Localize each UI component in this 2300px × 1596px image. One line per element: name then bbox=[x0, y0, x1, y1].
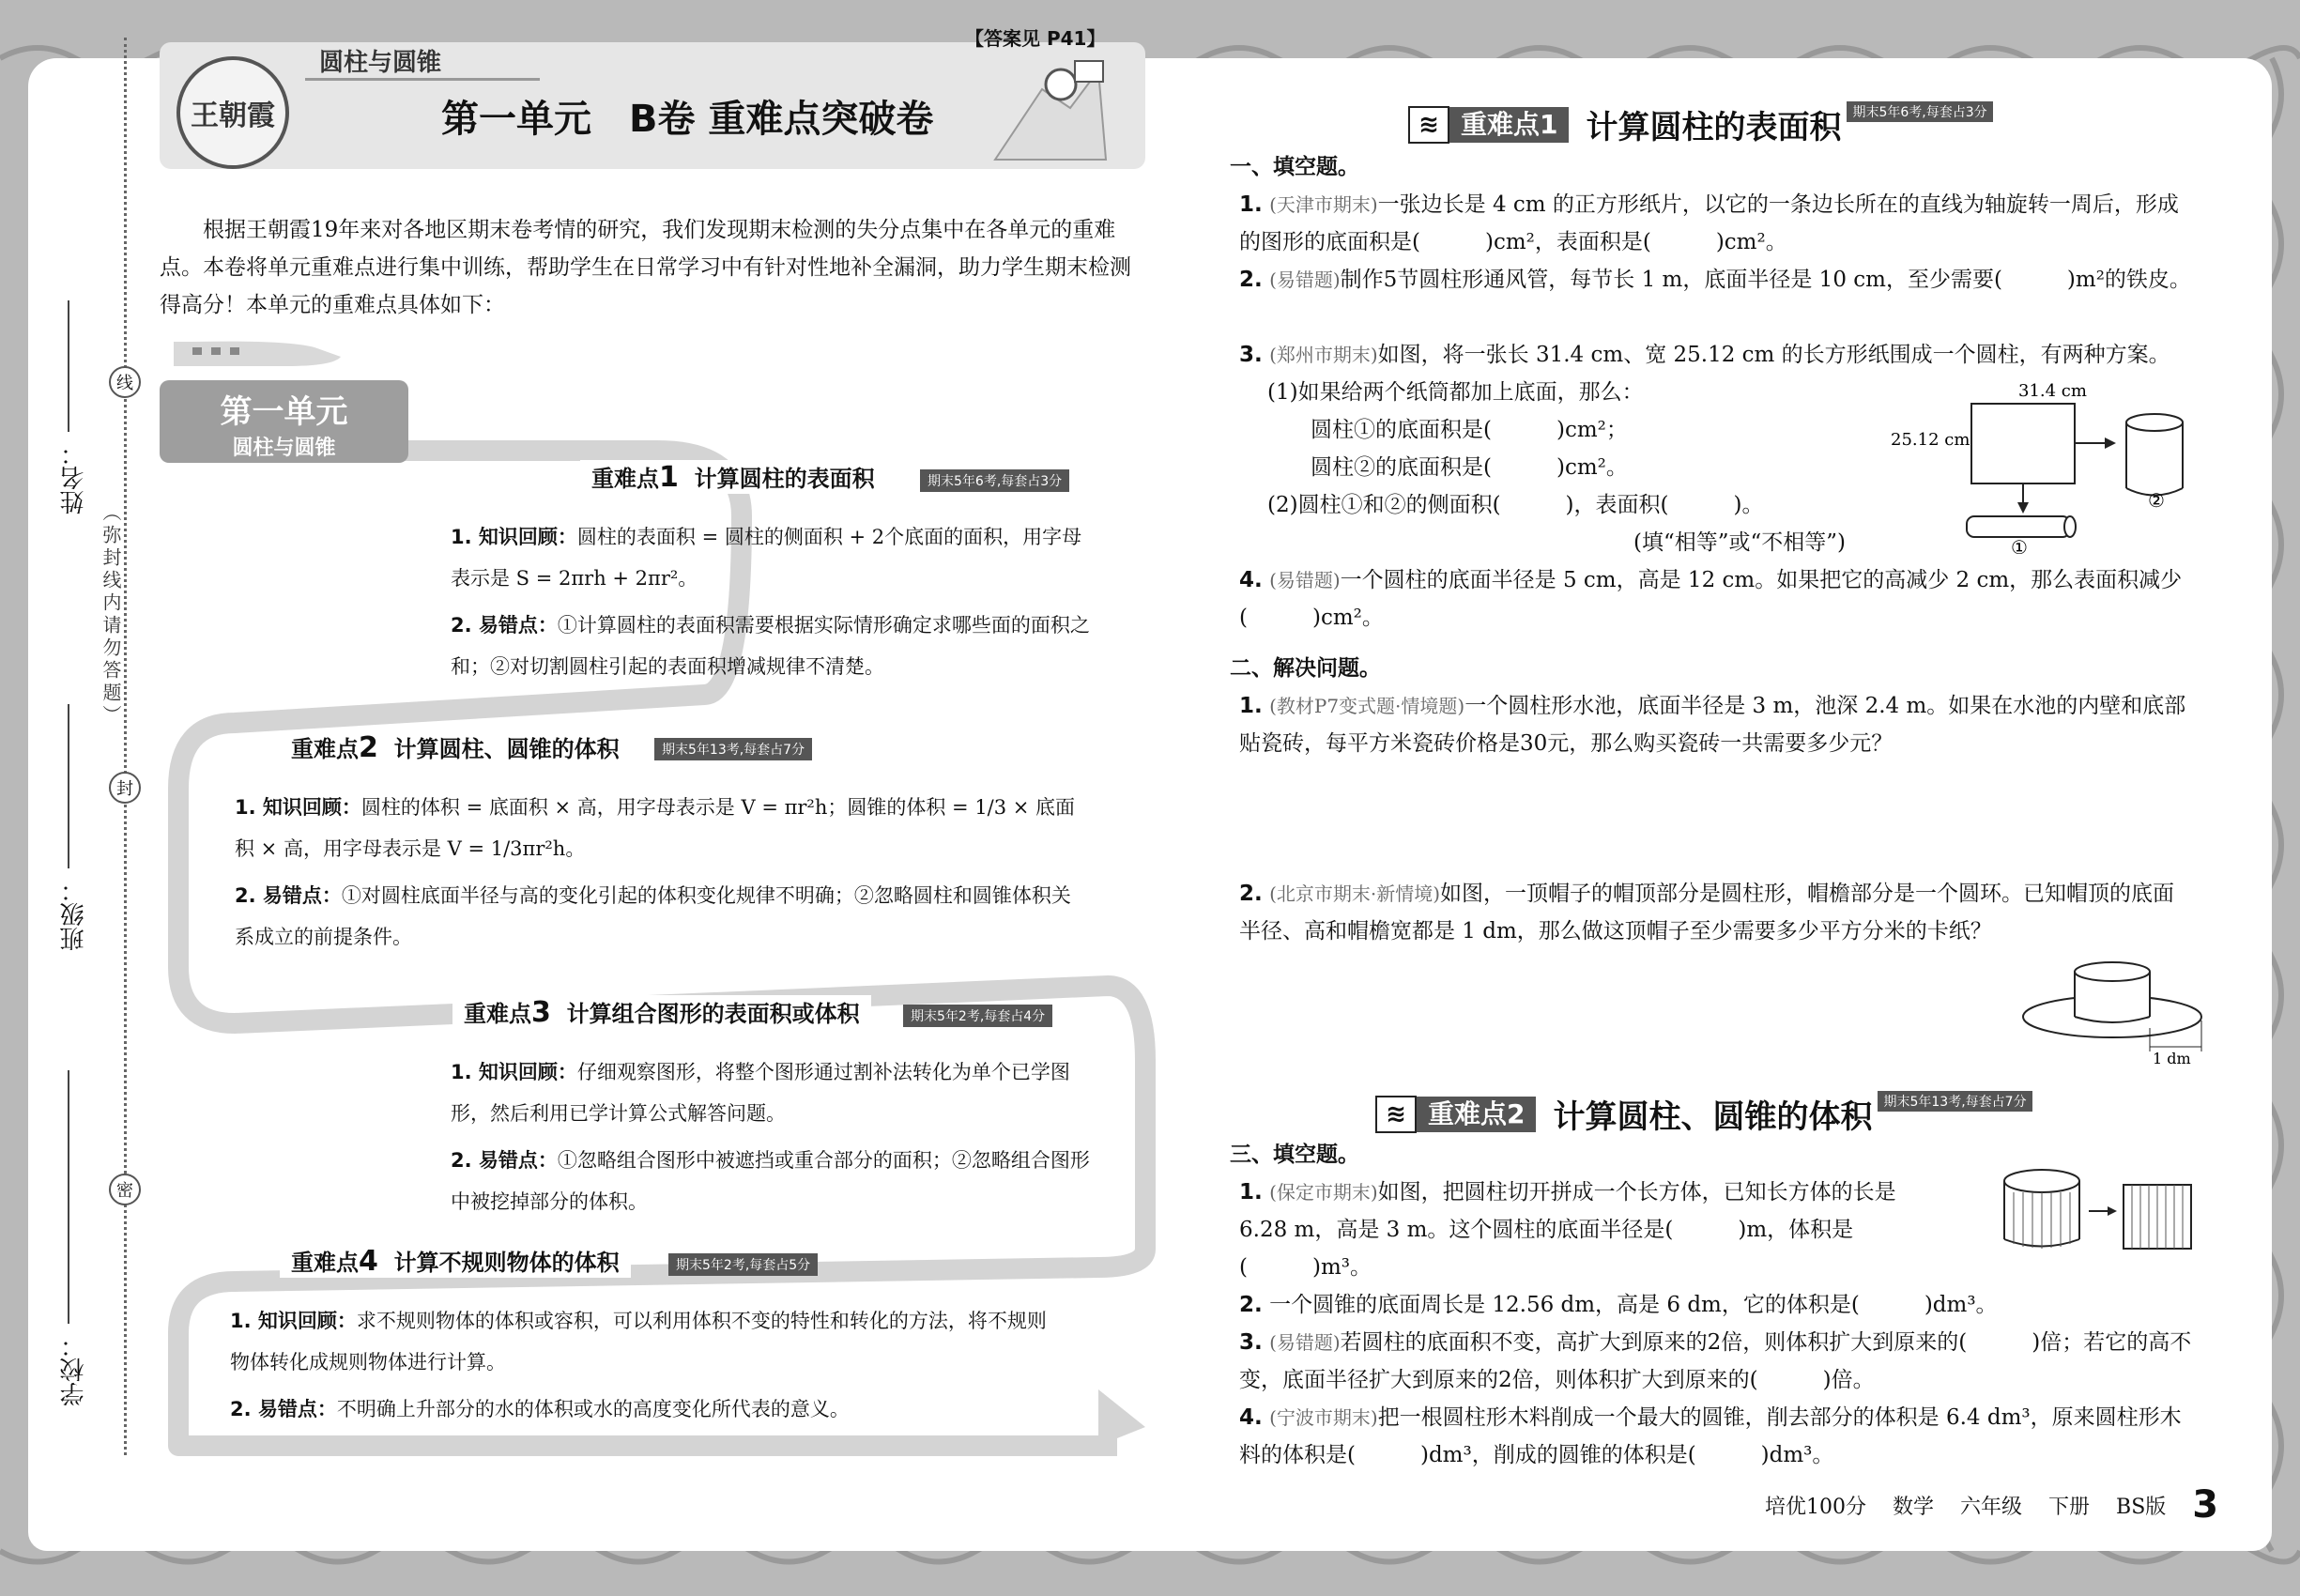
train-icon bbox=[174, 329, 343, 374]
q2-2-num: 2. bbox=[1239, 882, 1263, 906]
section-1-title: 计算圆柱的表面积 bbox=[1586, 109, 1842, 146]
question-1-3-parts bbox=[1267, 374, 1868, 561]
question-2-1 bbox=[1239, 687, 2192, 762]
q3-4-num: 4. bbox=[1239, 1405, 1263, 1430]
q1-3-source: (郑州市期末) bbox=[1269, 344, 1378, 366]
question-1-2 bbox=[1239, 261, 2192, 299]
q3-4-source: (宁波市期末) bbox=[1269, 1406, 1378, 1429]
q3-1-num: 1. bbox=[1239, 1180, 1263, 1205]
wave-icon: ≋ bbox=[1408, 106, 1449, 144]
question-1-1 bbox=[1239, 186, 2192, 261]
q3-1-text: 如图，把圆柱切开拼成一个长方体，已知长方体的长是 6.28 m，高是 3 m。这个圆柱的底面半径是( )m，体积是( )m³。 bbox=[1239, 1180, 1896, 1280]
question-3-4 bbox=[1239, 1399, 2192, 1474]
binding-mark-mi: 密 bbox=[109, 1174, 141, 1205]
q1-4-source: (易错题) bbox=[1269, 569, 1341, 591]
q2-1-text: 一个圆柱形水池，底面半径是 3 m，池深 2.4 m。如果在水池的内壁和底部贴瓷砖，每平方米瓷砖价格是30元，那么购买瓷砖一共需要多少元？ bbox=[1239, 694, 2186, 756]
q3-3-text: 若圆柱的底面积不变，高扩大到原来的2倍，则体积扩大到原来的( )倍；若它的高不变，底面半径扩大到原来的2倍，则体积扩大到原来的( )倍。 bbox=[1239, 1330, 2192, 1392]
q2-1-num: 1. bbox=[1239, 694, 1263, 718]
question-2-2 bbox=[1239, 875, 2192, 950]
footer-book: 培优100分 bbox=[1765, 1495, 1866, 1519]
section-header-2 bbox=[1375, 1091, 2032, 1137]
kp3-item2-head: 2. 易错点： bbox=[451, 1149, 558, 1172]
section-2-label: 重难点2 bbox=[1417, 1097, 1536, 1132]
kp1-item1-head: 1. 知识回顾： bbox=[451, 526, 577, 548]
kp1-item2-text: ①计算圆柱的表面积需要根据实际情形确定求哪些面的面积之和；②对切割圆柱引起的表面积增减规律不清楚。 bbox=[451, 614, 1090, 678]
mascot-illustration bbox=[986, 52, 1108, 164]
kp4-item1-head: 1. 知识回顾： bbox=[230, 1310, 357, 1332]
fig-height-label: 25.12 cm bbox=[1891, 430, 1970, 450]
q3-3-source: (易错题) bbox=[1269, 1331, 1341, 1354]
footer-subject: 数学 bbox=[1893, 1495, 1935, 1519]
footer-edition: BS版 bbox=[2116, 1495, 2167, 1519]
kp3-num: 3 bbox=[531, 996, 551, 1029]
kp1-title-text: 计算圆柱的表面积 bbox=[694, 466, 875, 492]
binding-mark-xian: 线 bbox=[109, 366, 141, 398]
binding-mark-feng: 封 bbox=[109, 772, 141, 804]
kp2-num: 2 bbox=[359, 731, 378, 764]
page-footer bbox=[1765, 1483, 2218, 1527]
unit-badge bbox=[160, 380, 408, 463]
kp3-label: 重难点 bbox=[464, 1001, 531, 1027]
footer-term: 下册 bbox=[2048, 1495, 2091, 1519]
cylinder-to-cuboid-figure bbox=[2000, 1164, 2197, 1258]
part-3-heading: 三、填空题。 bbox=[1230, 1143, 1359, 1167]
kp4-body bbox=[230, 1300, 1066, 1430]
page-number: 3 bbox=[2192, 1483, 2219, 1527]
kp2-item1-text: 圆柱的体积 = 底面积 × 高，用字母表示是 V = πr²h；圆锥的体积 = 1/3 × 底面积 × 高，用字母表示是 V = 1/3πr²h。 bbox=[235, 796, 1076, 860]
name-field[interactable] bbox=[68, 300, 69, 432]
q1-2-source: (易错题) bbox=[1269, 269, 1341, 291]
q1-3-text: 如图，将一张长 31.4 cm、宽 25.12 cm 的长方形纸围成一个圆柱，有两种方案。 bbox=[1377, 343, 2170, 367]
q1-1-text: 一张边长是 4 cm 的正方形纸片，以它的一条边长所在的直线为轴旋转一周后，形成的图形的底面积是( )cm²，表面积是( )cm²。 bbox=[1239, 192, 2179, 254]
kp4-num: 4 bbox=[359, 1245, 378, 1278]
answer-reference: 【答案见 P41】 bbox=[965, 27, 1106, 50]
fig-width-label: 31.4 cm bbox=[2018, 381, 2087, 401]
intro-paragraph: 根据王朝霞19年来对各地区期末卷考情的研究，我们发现期末检测的失分点集中在各单元的重难点。本卷将单元重难点进行集中训练，帮助学生在日常学习中有针对性地补全漏洞，助力学生期末检测得高分！本单元的重难点具体如下： bbox=[160, 218, 1131, 317]
question-3-2 bbox=[1239, 1286, 2192, 1324]
q2-1-source: (教材P7变式题·情境题) bbox=[1269, 695, 1465, 717]
header-unit-tab: 圆柱与圆锥 bbox=[305, 43, 540, 81]
kp3-item2-text: ①忽略组合图形中被遮挡或重合部分的面积；②忽略组合图形中被挖掉部分的体积。 bbox=[451, 1149, 1090, 1213]
binding-note: （弥封线内请勿答题） bbox=[100, 502, 122, 728]
q1-3-num: 3. bbox=[1239, 343, 1263, 367]
kp1-num: 1 bbox=[659, 461, 679, 494]
q1-3-hint: (填“相等”或“不相等”) bbox=[1633, 530, 1846, 555]
school-field[interactable] bbox=[68, 1070, 69, 1324]
hat-brim-label: 1 dm bbox=[2153, 1050, 2191, 1066]
kp4-title bbox=[280, 1244, 631, 1278]
q1-3-a: 圆柱①的底面积是( )cm²； bbox=[1311, 418, 1628, 442]
q3-3-num: 3. bbox=[1239, 1330, 1263, 1355]
kp3-item1-text: 仔细观察图形，将整个图形通过割补法转化为单个已学图形，然后利用已学计算公式解答问题。 bbox=[451, 1061, 1070, 1125]
brand-logo: 王朝霞 bbox=[176, 56, 289, 169]
question-1-3 bbox=[1239, 336, 2192, 374]
q1-3-b: 圆柱②的底面积是( )cm²。 bbox=[1311, 455, 1628, 480]
q1-1-source: (天津市期末) bbox=[1269, 193, 1378, 216]
unit-badge-subtitle: 圆柱与圆锥 bbox=[232, 437, 336, 460]
hat-figure bbox=[2018, 953, 2206, 1066]
kp3-tag: 期末5年2考,每套占4分 bbox=[903, 1005, 1052, 1027]
kp4-tag: 期末5年2考,每套占5分 bbox=[668, 1253, 818, 1276]
footer-grade: 六年级 bbox=[1960, 1495, 2023, 1519]
question-3-1 bbox=[1239, 1174, 1924, 1286]
question-1-4 bbox=[1239, 561, 2192, 637]
kp2-item2-head: 2. 易错点： bbox=[235, 884, 342, 907]
kp2-tag: 期末5年13考,每套占7分 bbox=[654, 738, 812, 760]
section-1-tag: 期末5年6考,每套占3分 bbox=[1847, 101, 1992, 122]
wave-icon: ≋ bbox=[1375, 1096, 1417, 1133]
q1-1-num: 1. bbox=[1239, 192, 1263, 217]
page-title: 第一单元 B卷 重难点突破卷 bbox=[441, 98, 934, 141]
school-label: 学校： bbox=[60, 1333, 88, 1406]
kp4-item1-text: 求不规则物体的体积或容积，可以利用体积不变的特性和转化的方法，将不规则物体转化成规则物体进行计算。 bbox=[230, 1310, 1047, 1373]
section-2-tag: 期末5年13考,每套占7分 bbox=[1878, 1091, 2032, 1112]
kp2-body bbox=[235, 787, 1080, 958]
name-label: 姓名： bbox=[60, 441, 88, 514]
kp2-label: 重难点 bbox=[291, 736, 359, 762]
kp3-item1-head: 1. 知识回顾： bbox=[451, 1061, 577, 1083]
kp3-title bbox=[452, 995, 871, 1029]
part-2-heading: 二、解决问题。 bbox=[1230, 656, 1381, 681]
kp2-item2-text: ①对圆柱底面半径与高的变化引起的体积变化规律不明确；②忽略圆柱和圆锥体积关系成立的前提条件。 bbox=[235, 884, 1071, 948]
fig-cylinder-1-label: ① bbox=[2011, 536, 2028, 554]
kp1-title bbox=[580, 460, 886, 494]
section-2-title: 计算圆柱、圆锥的体积 bbox=[1553, 1098, 1873, 1136]
kp3-body bbox=[451, 1051, 1098, 1222]
kp4-item2-head: 2. 易错点： bbox=[230, 1398, 337, 1420]
q3-4-text: 把一根圆柱形木料削成一个最大的圆锥，削去部分的体积是 6.4 dm³，原来圆柱形木料的体积是( )dm³，削成的圆锥的体积是( )dm³。 bbox=[1239, 1405, 2182, 1467]
fig-cylinder-2-label: ② bbox=[2148, 489, 2165, 512]
q3-2-num: 2. bbox=[1239, 1293, 1263, 1317]
q2-2-text: 如图，一顶帽子的帽顶部分是圆柱形，帽檐部分是一个圆环。已知帽顶的底面半径、高和帽檐宽都是 1 dm，那么做这顶帽子至少需要多少平方分米的卡纸？ bbox=[1239, 882, 2175, 944]
q1-2-num: 2. bbox=[1239, 268, 1263, 292]
kp3-title-text: 计算组合图形的表面积或体积 bbox=[566, 1001, 860, 1027]
paper-cylinder-figure bbox=[1887, 376, 2197, 554]
q3-2-text: 一个圆锥的底面周长是 12.56 dm，高是 6 dm，它的体积是( )dm³。 bbox=[1269, 1293, 1998, 1317]
kp2-title bbox=[280, 730, 631, 764]
section-header-1 bbox=[1408, 101, 1993, 147]
q1-4-num: 4. bbox=[1239, 568, 1263, 592]
kp4-label: 重难点 bbox=[291, 1250, 359, 1276]
q1-2-text: 制作5节圆柱形通风管，每节长 1 m，底面半径是 10 cm，至少需要( )m²的铁皮。 bbox=[1340, 268, 2191, 292]
q1-3-sub1: (1)如果给两个纸筒都加上底面，那么： bbox=[1267, 380, 1644, 405]
kp1-tag: 期末5年6考,每套占3分 bbox=[920, 469, 1069, 492]
kp4-title-text: 计算不规则物体的体积 bbox=[393, 1250, 620, 1276]
kp1-label: 重难点 bbox=[591, 466, 659, 492]
kp1-item1-text: 圆柱的表面积 = 圆柱的侧面积 + 2个底面的面积，用字母表示是 S = 2πrh + 2πr²。 bbox=[451, 526, 1082, 590]
class-label: 班级： bbox=[60, 878, 88, 951]
kp1-item2-head: 2. 易错点： bbox=[451, 614, 558, 637]
q2-2-source: (北京市期末·新情境) bbox=[1269, 882, 1441, 905]
kp2-title-text: 计算圆柱、圆锥的体积 bbox=[393, 736, 620, 762]
class-field[interactable] bbox=[68, 704, 69, 868]
section-1-label: 重难点1 bbox=[1449, 107, 1569, 143]
unit-badge-title: 第一单元 bbox=[220, 393, 348, 431]
kp1-body bbox=[451, 516, 1098, 687]
q3-1-source: (保定市期末) bbox=[1269, 1181, 1378, 1204]
kp4-item2-text: 不明确上升部分的水的体积或水的高度变化所代表的意义。 bbox=[336, 1398, 850, 1420]
q1-3-sub2: (2)圆柱①和②的侧面积( )，表面积( )。 bbox=[1267, 493, 1764, 517]
part-1-heading: 一、填空题。 bbox=[1230, 155, 1359, 179]
kp2-item1-head: 1. 知识回顾： bbox=[235, 796, 361, 819]
q1-4-text: 一个圆柱的底面半径是 5 cm，高是 12 cm。如果把它的高减少 2 cm，那么表面积减少( )cm²。 bbox=[1239, 568, 2183, 630]
question-3-3 bbox=[1239, 1324, 2192, 1399]
binding-dotted-line bbox=[124, 38, 127, 1455]
